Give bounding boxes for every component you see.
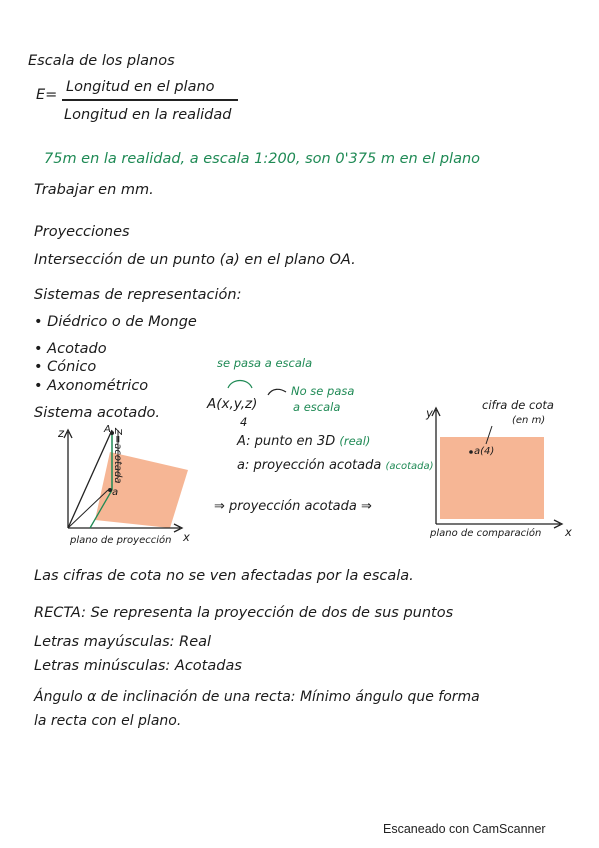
cifra-unit-label: (en m) <box>512 415 546 426</box>
a-definition-note: (acotada) <box>385 461 434 472</box>
z-acotada-label: Z=acotada <box>112 428 123 484</box>
proyeccion-acotada-arrow: ⇒ proyección acotada ⇒ <box>214 499 372 514</box>
A-definition-text: A: punto en 3D <box>237 434 336 449</box>
sistema-acotado-heading: Sistema acotado. <box>34 405 160 421</box>
list-item-label: Axonométrico <box>47 378 149 394</box>
a-definition-text: a: proyección acotada <box>237 458 382 473</box>
page-title: Escala de los planos <box>28 53 175 69</box>
list-item-label: Acotado <box>47 341 107 357</box>
formula-numerator: Longitud en el plano <box>66 79 215 95</box>
plano-comparacion-label: plano de comparación <box>430 528 542 539</box>
no-se-pasa-line1: No se pasa <box>291 384 355 398</box>
cifra-de-cota-label: cifra de cota <box>482 398 554 412</box>
z-axis-label: z <box>58 426 65 440</box>
point-A-label: A <box>104 424 111 435</box>
x-axis-label: x <box>183 530 190 544</box>
mayusculas-note: Letras mayúsculas: Real <box>34 634 212 650</box>
no-se-pasa-line2: a escala <box>293 400 341 414</box>
interseccion-text: Intersección de un punto (a) en el plano OA. <box>34 252 356 268</box>
point-notation: A(x,y,z) <box>207 396 258 412</box>
formula-denominator: Longitud en la realidad <box>64 107 232 123</box>
point-a-label: a <box>112 487 119 498</box>
footer-watermark: Escaneado con CamScanner <box>383 822 546 836</box>
formula-e: E <box>36 87 46 103</box>
plano-proyeccion-label: plano de proyección <box>70 535 172 546</box>
angulo-line1: Ángulo α de inclinación de una recta: Mínimo ángulo que forma <box>34 689 480 705</box>
A-definition-note: (real) <box>339 434 371 448</box>
point-a-right <box>469 450 473 454</box>
proyecciones-heading: Proyecciones <box>34 224 130 240</box>
bullet: • <box>34 341 48 357</box>
list-item-label: Diédrico o de Monge <box>47 314 197 330</box>
x-axis-label-right: x <box>565 525 572 539</box>
angulo-line2: la recta con el plano. <box>34 713 182 729</box>
sistemas-title: Sistemas de representación: <box>34 287 242 303</box>
se-pasa-escala: se pasa a escala <box>217 356 313 370</box>
recta-note: RECTA: Se representa la proyección de dos de sus puntos <box>34 605 454 621</box>
list-item-label: Cónico <box>47 359 97 375</box>
minusculas-note: Letras minúsculas: Acotadas <box>34 658 242 674</box>
y-axis-label: y <box>426 406 433 420</box>
bullet: • <box>34 314 48 330</box>
point-a4-label: a(4) <box>474 446 495 457</box>
cifras-note: Las cifras de cota no se ven afectadas por la escala. <box>34 568 414 584</box>
bullet: • <box>34 378 48 394</box>
scale-example: 75m en la realidad, a escala 1:200, son 0'375 m en el plano <box>44 151 481 167</box>
mark-four: 4 <box>240 415 248 429</box>
trabajar-text: Trabajar en mm. <box>34 182 154 198</box>
bullet: • <box>34 359 48 375</box>
formula-equals: = <box>45 87 58 103</box>
